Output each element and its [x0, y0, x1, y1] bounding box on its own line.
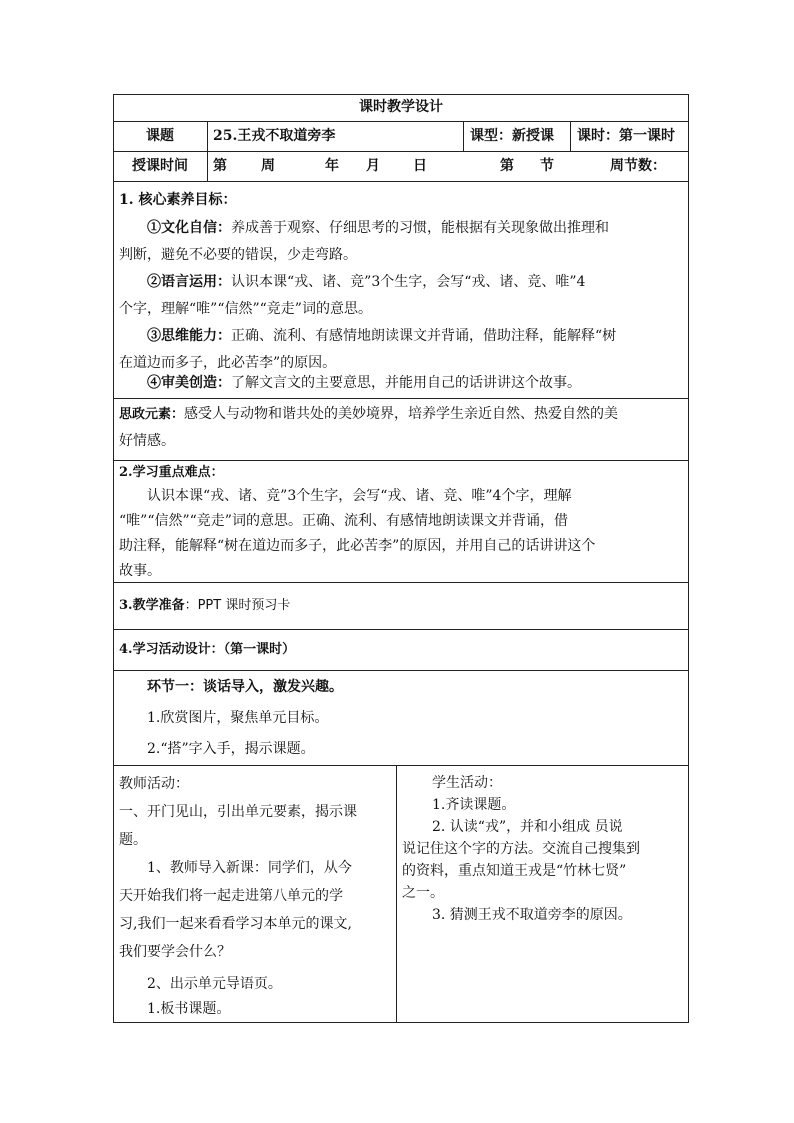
student-line-6: 3. 猜测王戎不取道旁李的原因。 [432, 907, 632, 923]
week-suffix: 周 [261, 158, 275, 174]
ideology-line-1: 感受人与动物和谐共处的美妙境界，培养学生亲近自然、热爱自然的美 [184, 406, 619, 422]
key-points-line-4: 故事。 [119, 563, 161, 579]
teacher-activities [119, 770, 393, 1020]
teacher-line-5: 习,我们一起来看看学习本单元的课文, [119, 916, 352, 932]
row-divider [113, 181, 689, 182]
teacher-line-4: 天开始我们将一起走进第八单元的学 [119, 888, 343, 904]
student-line-5: 之一。 [402, 885, 444, 901]
goal-thinking-label: ③思维能力： [147, 328, 231, 344]
teacher-line-7: 2、出示单元导语页。 [147, 976, 282, 992]
teaching-prep-value: ：PPT 课时预习卡 [184, 598, 291, 613]
key-points-line-1: 认识本课“戎、诸、竞”3个生字，会写“戎、诸、竞、唯”4个字，理解 [147, 488, 572, 504]
topic-label: 课题 [146, 128, 174, 144]
activities-heading: 4.学习活动设计：（第一课时） [119, 642, 296, 657]
student-line-1: 1.齐读课题。 [432, 797, 516, 813]
ideology [119, 401, 685, 455]
row-divider [113, 765, 689, 766]
goal-culture-line-1: 养成善于观察、仔细思考的习惯，能根据有关现象做出推理和 [231, 220, 609, 236]
goal-aesthetic [119, 370, 685, 397]
goal-language [119, 269, 685, 323]
section-prefix: 第 [500, 158, 514, 174]
lesson-type-value: 新授课 [512, 128, 554, 144]
column-divider [570, 121, 571, 151]
goal-aesthetic-line-1: 了解文言文的主要意思，并能用自己的话讲讲这个故事。 [231, 375, 581, 391]
key-points-heading: 2.学习重点难点： [119, 465, 224, 480]
row-divider [113, 398, 689, 399]
step-one-item-1: 1.欣赏图片，聚焦单元目标。 [147, 710, 329, 726]
step-one-title: 环节一：谈话导入，激发兴趣。 [147, 679, 343, 695]
teacher-line-8: 1.板书课题。 [147, 1001, 231, 1017]
topic-value: 25.王戎不取道旁李 [213, 128, 336, 144]
student-line-2: 2. 认读“戎”，并和小组成 员说 [432, 819, 623, 835]
section-suffix: 节 [540, 158, 554, 174]
schedule-label: 授课时间 [132, 158, 188, 174]
student-activities [402, 772, 686, 926]
table-title: 课时教学设计 [359, 99, 443, 115]
teacher-line-3: 1、教师导入新课：同学们，从今 [147, 860, 352, 876]
key-points-body [119, 484, 685, 584]
goal-aesthetic-label: ④审美创造： [147, 375, 231, 391]
goal-thinking-line-1: 正确、流利、有感情地朗读课文并背诵，借助注释，能解释“树 [231, 328, 617, 344]
key-points-line-2: “唯”“信然”“竞走”词的意思。正确、流利、有感情地朗读课文并背诵，借 [119, 513, 568, 529]
row-divider [113, 121, 689, 122]
weekly-hours-label: 周节数： [610, 158, 666, 174]
lesson-period-label: 课时： [577, 128, 619, 144]
column-divider [396, 765, 397, 1023]
goal-thinking-line-2: 在道边而多子，此必苦李”的原因。 [119, 355, 337, 371]
teacher-heading: 教师活动： [119, 776, 189, 792]
teaching-prep-label: 3.教学准备 [119, 598, 185, 613]
teacher-line-1: 一、开门见山，引出单元要素，揭示课 [119, 804, 357, 820]
column-divider [463, 121, 464, 151]
student-heading: 学生活动： [432, 775, 502, 791]
goals-heading: 1. 核心素养目标： [119, 192, 237, 208]
goal-culture-label: ①文化自信： [147, 220, 231, 236]
teacher-line-6: 我们要学会什么？ [119, 944, 231, 960]
lesson-type-label: 课型： [470, 128, 512, 144]
goal-language-line-2: 个字，理解“唯”“信然”“竞走”词的意思。 [119, 301, 372, 317]
year-label: 年 [325, 158, 339, 174]
teacher-line-2: 题。 [119, 832, 147, 848]
goal-language-label: ②语言运用： [147, 274, 231, 290]
step-one-item-2: 2.“搭”字入手，揭示课题。 [147, 741, 315, 757]
row-divider [113, 670, 689, 671]
day-label: 日 [413, 158, 427, 174]
ideology-label: 思政元素： [119, 407, 185, 422]
step-one [119, 674, 685, 763]
goal-thinking [119, 323, 685, 377]
student-line-3: 说记住这个字的方法。交流自己搜集到 [402, 841, 640, 857]
key-points-line-3: 助注释，能解释“树在道边而多子，此必苦李”的原因，并用自己的话讲讲这个 [119, 538, 596, 554]
lesson-period-value: 第一课时 [619, 128, 675, 144]
column-divider [207, 121, 208, 181]
goal-culture-line-2: 判断，避免不必要的错误，少走弯路。 [119, 247, 357, 263]
row-divider [113, 629, 689, 630]
row-divider [113, 151, 689, 152]
lesson-type [470, 125, 554, 147]
ideology-line-2: 好情感。 [119, 433, 175, 449]
teaching-prep [119, 594, 290, 617]
lesson-period [577, 125, 675, 147]
week-prefix: 第 [213, 158, 227, 174]
student-line-4: 的资料，重点知道王戎是“竹林七贤” [402, 863, 627, 879]
goal-language-line-1: 认识本课“戎、诸、竞”3个生字，会写“戎、诸、竞、唯”4 [231, 274, 586, 290]
goal-culture [119, 215, 685, 269]
row-divider [113, 460, 689, 461]
month-label: 月 [366, 158, 380, 174]
